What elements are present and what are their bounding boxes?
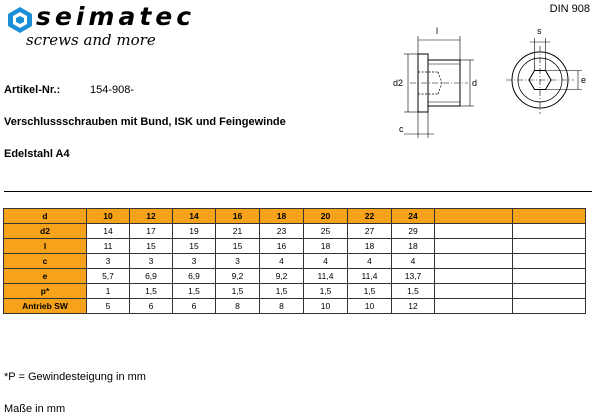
table-row [4, 224, 586, 239]
table-row [4, 239, 586, 254]
table-cell [435, 299, 513, 314]
spec-table [3, 208, 586, 314]
table-cell: 3 [216, 254, 260, 269]
table-row-label: c [4, 254, 87, 269]
brand-name: seimatec [36, 2, 196, 31]
technical-drawing [390, 22, 595, 142]
table-cell: 8 [260, 299, 304, 314]
table-cell [435, 224, 513, 239]
table-cell: 23 [260, 224, 304, 239]
table-header-cell: 16 [216, 209, 260, 224]
table-row-label: Antrieb SW [4, 299, 87, 314]
table-row [4, 284, 586, 299]
units-note: Maße in mm [4, 403, 66, 415]
table-cell: 15 [130, 239, 173, 254]
table-header-label: d [4, 209, 87, 224]
brand-logo-icon [6, 6, 34, 34]
dim-label-c: c [399, 124, 404, 134]
table-cell: 12 [392, 299, 435, 314]
article-label: Artikel-Nr.: [4, 84, 61, 96]
table-cell: 19 [173, 224, 216, 239]
table-cell: 6,9 [130, 269, 173, 284]
table-cell: 17 [130, 224, 173, 239]
table-cell [435, 254, 513, 269]
table-cell: 6 [130, 299, 173, 314]
dim-label-d: d [472, 78, 478, 88]
dim-label-s: s [537, 26, 542, 36]
table-cell: 9,2 [260, 269, 304, 284]
table-cell: 11 [87, 239, 130, 254]
product-material: Edelstahl A4 [4, 148, 70, 160]
product-title: Verschlussschrauben mit Bund, ISK und Feingewinde [4, 116, 286, 128]
dim-label-e: e [581, 75, 587, 85]
table-cell: 1,5 [348, 284, 392, 299]
table-cell: 3 [173, 254, 216, 269]
table-cell: 1,5 [304, 284, 348, 299]
table-header-cell: 12 [130, 209, 173, 224]
table-cell: 21 [216, 224, 260, 239]
table-cell: 18 [392, 239, 435, 254]
table-cell [513, 239, 586, 254]
table-cell: 4 [304, 254, 348, 269]
table-cell: 10 [348, 299, 392, 314]
table-cell: 1,5 [216, 284, 260, 299]
dim-label-d2: d2 [393, 78, 404, 88]
table-cell: 1 [87, 284, 130, 299]
table-cell: 9,2 [216, 269, 260, 284]
standard-label: DIN 908 [549, 3, 590, 15]
pitch-note: *P = Gewindesteigung in mm [4, 371, 146, 383]
table-cell: 11,4 [348, 269, 392, 284]
table-header-cell [435, 209, 513, 224]
table-cell: 13,7 [392, 269, 435, 284]
table-row [4, 299, 586, 314]
table-cell [513, 254, 586, 269]
table-row-label: e [4, 269, 87, 284]
table-cell: 4 [348, 254, 392, 269]
dim-label-l: l [436, 26, 438, 36]
table-cell: 18 [348, 239, 392, 254]
table-row-label: l [4, 239, 87, 254]
table-cell: 15 [216, 239, 260, 254]
table-row-label: p* [4, 284, 87, 299]
table-row [4, 269, 586, 284]
article-number: 154-908- [90, 84, 135, 96]
table-cell: 3 [130, 254, 173, 269]
table-header-cell: 20 [304, 209, 348, 224]
table-cell: 1,5 [392, 284, 435, 299]
table-header-row [4, 209, 586, 224]
table-cell: 3 [87, 254, 130, 269]
separator-line [4, 191, 592, 192]
table-header-cell: 24 [392, 209, 435, 224]
table-cell: 25 [304, 224, 348, 239]
table-cell: 4 [392, 254, 435, 269]
table-cell: 16 [260, 239, 304, 254]
table-cell [513, 299, 586, 314]
brand-tagline: screws and more [26, 31, 156, 49]
table-cell [435, 284, 513, 299]
table-cell: 27 [348, 224, 392, 239]
table-cell: 11,4 [304, 269, 348, 284]
table-cell [513, 284, 586, 299]
table-cell: 4 [260, 254, 304, 269]
table-cell: 10 [304, 299, 348, 314]
table-cell: 14 [87, 224, 130, 239]
table-cell [513, 269, 586, 284]
table-header-cell [513, 209, 586, 224]
table-cell: 29 [392, 224, 435, 239]
table-cell: 5,7 [87, 269, 130, 284]
table-header-cell: 10 [87, 209, 130, 224]
table-row-label: d2 [4, 224, 87, 239]
table-cell: 6,9 [173, 269, 216, 284]
table-header-cell: 22 [348, 209, 392, 224]
table-cell: 1,5 [130, 284, 173, 299]
table-cell: 15 [173, 239, 216, 254]
table-header-cell: 18 [260, 209, 304, 224]
table-row [4, 254, 586, 269]
table-cell [435, 269, 513, 284]
table-cell: 5 [87, 299, 130, 314]
table-cell: 1,5 [260, 284, 304, 299]
table-cell [435, 239, 513, 254]
table-cell: 8 [216, 299, 260, 314]
table-cell [513, 224, 586, 239]
table-header-cell: 14 [173, 209, 216, 224]
table-cell: 18 [304, 239, 348, 254]
table-cell: 1,5 [173, 284, 216, 299]
table-cell: 6 [173, 299, 216, 314]
